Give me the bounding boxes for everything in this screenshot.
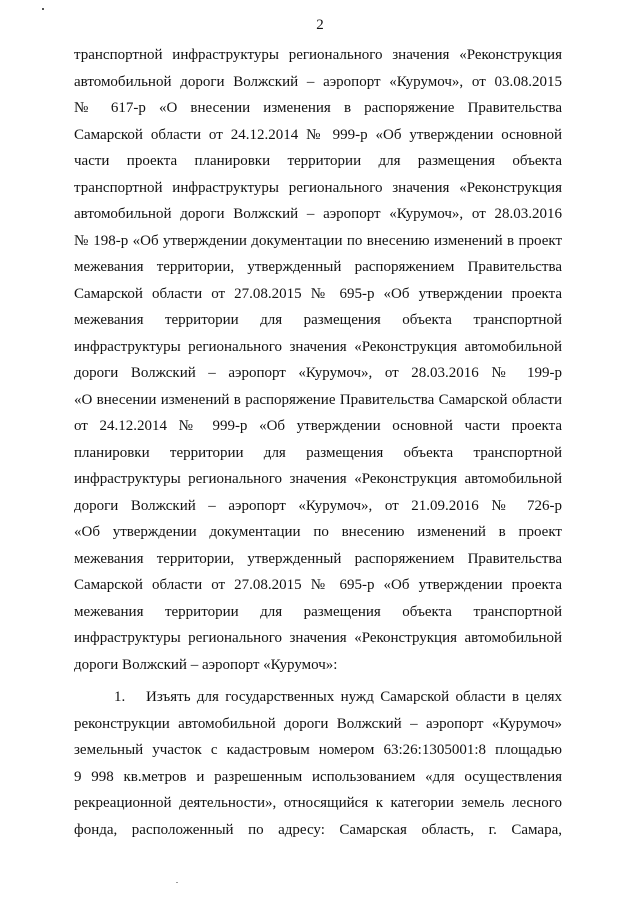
text-line: реконструкции автомобильной дороги Волжский – аэропорт «Курумоч»	[74, 715, 562, 732]
document-body	[74, 42, 562, 843]
scan-speck	[176, 882, 178, 883]
text-line: межевания территории, утвержденный распоряжением Правительства	[74, 259, 562, 275]
text-line: земельный участок с кадастровым номером 63:26:1305001:8 площадью	[74, 742, 562, 758]
text-line: дороги Волжский – аэропорт «Курумоч», от 21.09.2016 № 726-р	[74, 497, 562, 514]
text-line: «Об утверждении документации по внесению изменений в проект	[74, 524, 562, 540]
text-line: инфраструктуры регионального значения «Реконструкция автомобильной	[74, 630, 562, 646]
item-number: 1.	[114, 689, 126, 705]
text-line: дороги Волжский – аэропорт «Курумоч», от 28.03.2016 № 199-р	[74, 365, 562, 381]
text-line: Самарской области от 27.08.2015 № 695-р «Об утверждении проекта	[74, 577, 562, 593]
text-line: межевания территории для размещения объекта транспортной	[74, 603, 562, 620]
text-line	[74, 684, 562, 711]
text-line: автомобильной дороги Волжский – аэропорт «Курумоч», от 28.03.2016	[74, 206, 562, 222]
text-line: фонда, расположенный по адресу: Самарская область, г. Самара,	[74, 821, 562, 838]
text-line: рекреационной деятельности», относящийся к категории земель лесного	[74, 795, 562, 811]
item-text: Изъять для государственных нужд Самарской области в целях	[146, 689, 562, 705]
text-line: от 24.12.2014 № 999-р «Об утверждении основной части проекта	[74, 418, 562, 434]
text-line: № 198-р «Об утверждении документации по внесению изменений в проект	[74, 232, 562, 249]
text-line: межевания территории, утвержденный распоряжением Правительства	[74, 550, 562, 567]
text-line: автомобильной дороги Волжский – аэропорт «Курумоч», от 03.08.2015	[74, 73, 562, 90]
text-line: Самарской области от 24.12.2014 № 999-р «Об утверждении основной	[74, 126, 562, 143]
text-line: Самарской области от 27.08.2015 № 695-р «Об утверждении проекта	[74, 285, 562, 302]
text-line: инфраструктуры регионального значения «Реконструкция автомобильной	[74, 338, 562, 355]
scan-speck	[42, 8, 44, 10]
text-line: «О внесении изменений в распоряжение Правительства Самарской области	[74, 391, 562, 408]
preamble-paragraph	[74, 42, 562, 678]
text-line: части проекта планировки территории для размещения объекта	[74, 153, 562, 169]
page-number: 2	[316, 17, 324, 33]
text-line: № 617-р «О внесении изменения в распоряжение Правительства	[74, 100, 562, 116]
text-line: межевания территории для размещения объекта транспортной	[74, 312, 562, 328]
text-line: транспортной инфраструктуры регионального значения «Реконструкция	[74, 47, 562, 63]
numbered-item-1	[74, 684, 562, 843]
text-line: 9 998 кв.метров и разрешенным использованием «для осуществления	[74, 768, 562, 785]
text-line: дороги Волжский – аэропорт «Курумоч»:	[74, 656, 338, 673]
text-line: инфраструктуры регионального значения «Реконструкция автомобильной	[74, 471, 562, 487]
text-line: транспортной инфраструктуры регионального значения «Реконструкция	[74, 179, 562, 196]
text-line: планировки территории для размещения объекта транспортной	[74, 444, 562, 461]
